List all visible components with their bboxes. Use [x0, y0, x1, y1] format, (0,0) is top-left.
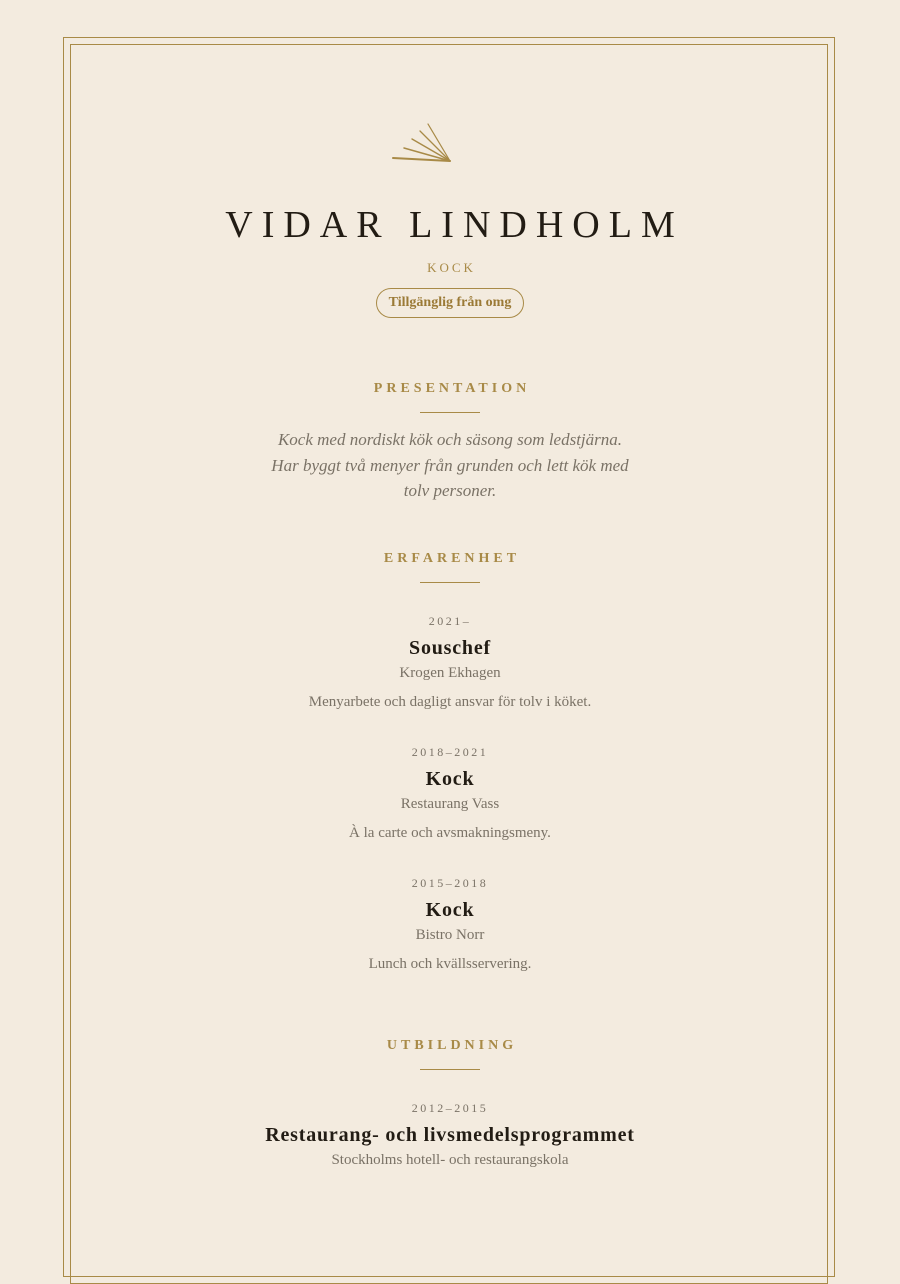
experience-description: Menyarbete och dagligt ansvar för tolv i köket.	[308, 694, 592, 710]
presentation-text: Kock med nordiskt kök och säsong som ledstjärna. Har byggt två menyer från grunden och lett kök med tolv personer.	[271, 430, 629, 500]
experience-period: 2018–2021	[411, 745, 489, 759]
experience-item	[0, 874, 900, 974]
section-title-education: UTBILDNING	[386, 1038, 518, 1053]
candidate-role: KOCK	[427, 260, 476, 275]
fan-rays-icon	[388, 118, 454, 164]
education-program: Restaurang- och livsmedelsprogrammet	[265, 1124, 635, 1146]
section-divider	[420, 412, 480, 413]
experience-place: Krogen Ekhagen	[399, 665, 501, 681]
candidate-name: VIDAR LINDHOLM	[225, 204, 684, 246]
experience-item	[0, 743, 900, 843]
experience-item	[0, 612, 900, 712]
experience-period: 2015–2018	[411, 876, 489, 890]
education-school: Stockholms hotell- och restaurangskola	[331, 1152, 569, 1168]
experience-place: Restaurang Vass	[400, 796, 500, 812]
experience-description: Lunch och kvällsservering.	[368, 956, 532, 972]
experience-place: Bistro Norr	[415, 927, 485, 943]
experience-description: À la carte och avsmakningsmeny.	[349, 825, 551, 841]
section-title-presentation: PRESENTATION	[373, 381, 531, 396]
availability-badge: Tillgänglig från omg	[376, 288, 525, 318]
section-divider	[420, 582, 480, 583]
education-item	[0, 1099, 900, 1170]
experience-role: Souschef	[409, 637, 491, 659]
section-divider	[420, 1069, 480, 1070]
experience-role: Kock	[425, 768, 475, 790]
section-title-experience: ERFARENHET	[383, 551, 521, 566]
education-period: 2012–2015	[411, 1101, 489, 1115]
experience-role: Kock	[425, 899, 475, 921]
experience-period: 2021–	[428, 614, 472, 628]
